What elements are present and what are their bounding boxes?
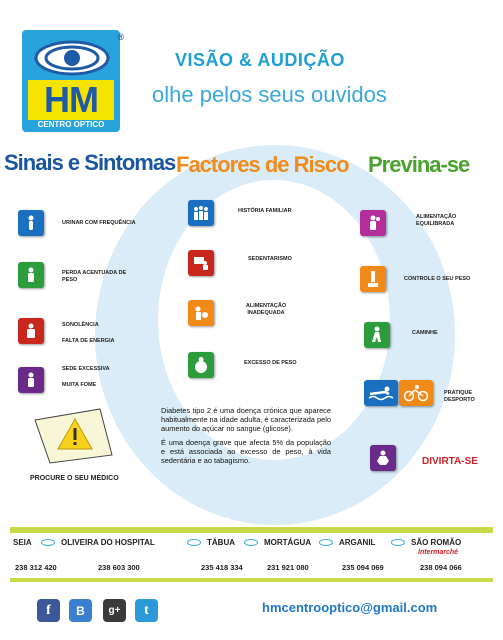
risk-label: ALIMENTAÇÃO INADEQUADA [245, 303, 287, 316]
thirst-icon [18, 367, 44, 393]
city-label: ARGANIL [339, 538, 376, 547]
warning-caption: PROCURE O SEU MÉDICO [30, 475, 119, 482]
eye-icon [32, 38, 112, 78]
symptom-label: MUITA FOME [62, 382, 97, 388]
section-title-sinais: Sinais e Sintomas [4, 150, 176, 175]
overweight-icon [188, 352, 214, 378]
city-label: MORTÁGUA [264, 538, 312, 547]
fun-icon [370, 445, 396, 471]
diabetes-paragraph-1: Diabetes tipo 2 é uma doença crónica que aparece habitualmente na idade adulta, é caracterizada pelo aumento do açúcar no sangue (glicose). [161, 406, 331, 433]
logo-subtitle: CENTRO OPTICO [37, 120, 105, 129]
sedentary-icon [188, 250, 214, 276]
eye-separator-icon [187, 539, 201, 546]
page-title: VISÃO & AUDIÇÃO [175, 50, 345, 70]
logo [22, 30, 122, 134]
registered-mark: ® [117, 32, 124, 42]
city-label: SEIA [13, 538, 32, 547]
section-title-previna: Previna-se [368, 152, 470, 177]
eye-separator-icon [319, 539, 333, 546]
symptom-label: SONOLÊNCIA [62, 322, 99, 328]
diabetes-paragraph-2: É uma doença grave que afecta 5% da população e está associada ao excesso de peso, à vida sedentária e ao tabagismo. [161, 438, 331, 465]
footer-stripe-top [10, 527, 493, 533]
cycle-icon [399, 380, 433, 406]
intermarche-logo: Intermarché [418, 549, 459, 556]
risk-label: HISTÓRIA FAMILIAR [238, 208, 292, 214]
phone-label: 231 921 080 [267, 563, 309, 572]
balanced-diet-icon [360, 210, 386, 236]
warning-sign-icon [30, 405, 120, 467]
phone-label: 235 094 069 [342, 563, 384, 572]
contact-email-link[interactable]: hmcentrooptico@gmail.com [262, 600, 438, 615]
phone-label: 238 312 420 [15, 563, 57, 572]
blogger-icon[interactable]: B [69, 599, 92, 622]
section-title-factores: Factores de Risco [176, 152, 349, 177]
twitter-icon[interactable]: t [135, 599, 158, 622]
footer-stripe-bottom [10, 578, 493, 582]
city-label: TÁBUA [207, 538, 235, 547]
walk-icon [364, 322, 390, 348]
symptom-label: FALTA DE ENERGIA [62, 338, 115, 344]
phone-label: 238 603 300 [98, 563, 140, 572]
sleepy-icon [18, 318, 44, 344]
eye-separator-icon [244, 539, 258, 546]
symptom-label: SEDE EXCESSIVA [62, 366, 110, 372]
weight-loss-icon [18, 262, 44, 288]
prevention-label: CONTROLE O SEU PESO [404, 276, 471, 282]
prevention-label: PRATIQUE DESPORTO [444, 390, 475, 403]
eye-separator-icon [391, 539, 405, 546]
phone-label: 238 094 066 [420, 563, 462, 572]
bad-diet-icon [188, 300, 214, 326]
eye-separator-icon [41, 539, 55, 546]
google-plus-icon[interactable]: g+ [103, 599, 126, 622]
city-label: OLIVEIRA DO HOSPITAL [61, 538, 155, 547]
city-label: SÃO ROMÃO [411, 538, 462, 547]
family-history-icon [188, 200, 214, 226]
urinate-icon [18, 210, 44, 236]
risk-label: SEDENTARISMO [248, 256, 292, 262]
prevention-label: ALIMENTAÇÃO EQUILIBRADA [416, 214, 457, 227]
prevention-label: CAMINHE [412, 330, 438, 336]
phone-label: 235 418 334 [201, 563, 243, 572]
weight-control-icon [360, 266, 386, 292]
symptom-label: PERDA ACENTUADA DE PESO [62, 270, 127, 283]
page-subtitle: olhe pelos seus ouvidos [152, 82, 387, 107]
prevention-label-fun: DIVIRTA-SE [422, 456, 478, 467]
facebook-icon[interactable]: f [37, 599, 60, 622]
risk-label: EXCESSO DE PESO [244, 360, 297, 366]
diabetes-text [161, 406, 331, 470]
swim-icon [364, 380, 398, 406]
symptom-label: URINAR COM FREQUÊNCIA [62, 220, 136, 226]
logo-brand: HM [28, 80, 114, 120]
